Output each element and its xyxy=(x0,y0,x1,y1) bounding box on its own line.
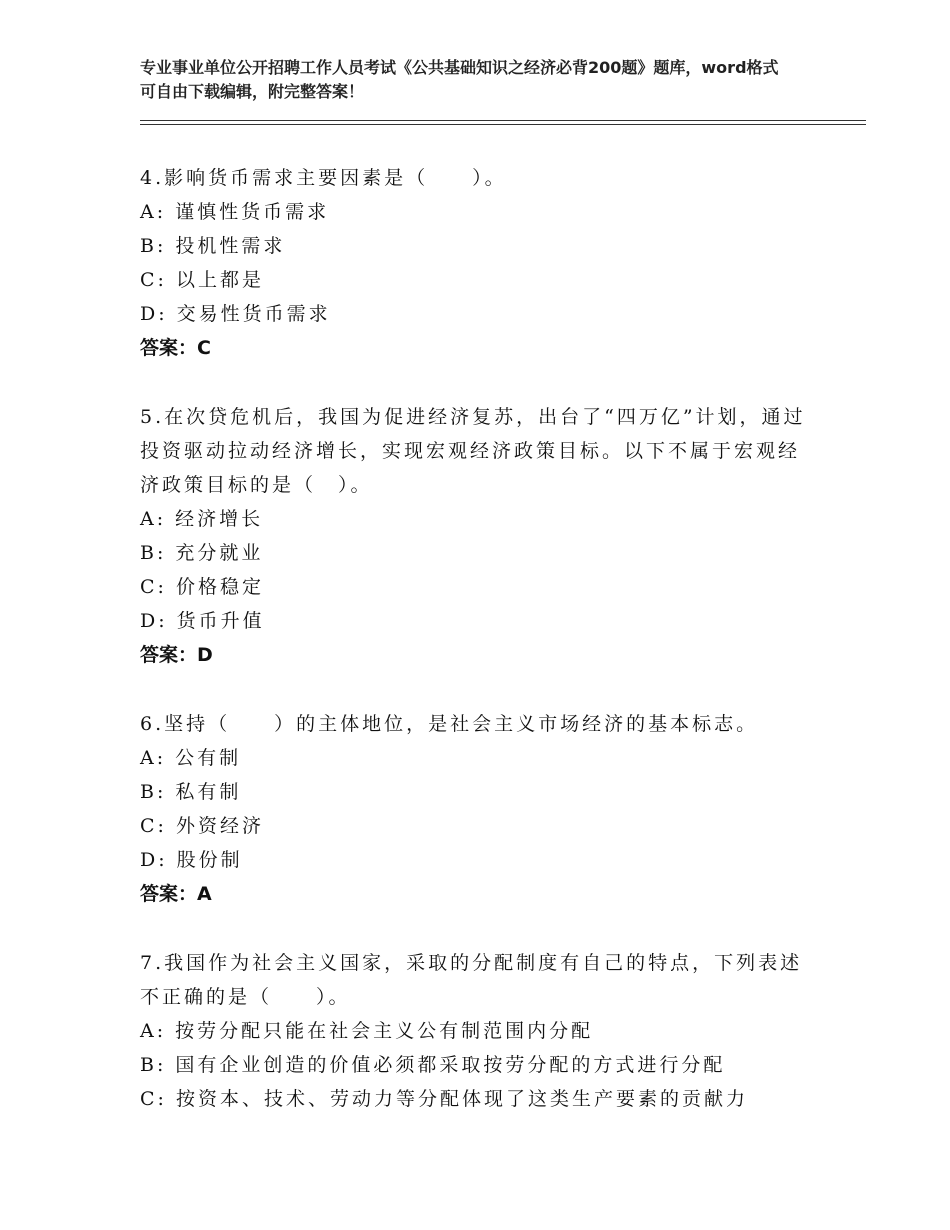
question-stem: 6.坚持（ ）的主体地位，是社会主义市场经济的基本标志。 xyxy=(140,713,759,735)
option-a: A: 谨慎性货币需求 xyxy=(140,201,330,223)
document-header: 专业事业单位公开招聘工作人员考试《公共基础知识之经济必背200题》题库，word格式可自由下载编辑，附完整答案！ xyxy=(140,58,779,101)
option-c: C: 价格稳定 xyxy=(140,576,264,598)
option-a: A: 经济增长 xyxy=(140,508,264,530)
answer-label: 答案：A xyxy=(140,883,212,905)
option-b: B: 充分就业 xyxy=(140,542,264,564)
question-6 xyxy=(140,707,820,911)
option-c: C: 按资本、技术、劳动力等分配体现了这类生产要素的贡献力 xyxy=(140,1088,748,1110)
option-d: D: 货币升值 xyxy=(140,610,265,632)
option-c: C: 以上都是 xyxy=(140,269,264,291)
question-stem: 4.影响货币需求主要因素是（ ）。 xyxy=(140,167,507,189)
option-a: A: 公有制 xyxy=(140,747,242,769)
question-4 xyxy=(140,161,820,365)
option-c: C: 外资经济 xyxy=(140,815,264,837)
question-7 xyxy=(140,946,820,1116)
header-divider xyxy=(140,120,866,125)
answer-label: 答案：D xyxy=(140,644,213,666)
option-b: B: 私有制 xyxy=(140,781,242,803)
option-a: A: 按劳分配只能在社会主义公有制范围内分配 xyxy=(140,1020,594,1042)
option-b: B: 国有企业创造的价值必须都采取按劳分配的方式进行分配 xyxy=(140,1054,726,1076)
question-5 xyxy=(140,400,820,672)
option-b: B: 投机性需求 xyxy=(140,235,286,257)
answer-label: 答案：C xyxy=(140,337,211,359)
question-stem: 7.我国作为社会主义国家，采取的分配制度有自己的特点，下列表述不正确的是（ ）。 xyxy=(140,952,803,1008)
option-d: D: 股份制 xyxy=(140,849,243,871)
option-d: D: 交易性货币需求 xyxy=(140,303,331,325)
question-stem: 5.在次贷危机后，我国为促进经济复苏，出台了“四万亿”计划，通过投资驱动拉动经济增长，实现宏观经济政策目标。以下不属于宏观经济政策目标的是（ ）。 xyxy=(140,406,806,496)
